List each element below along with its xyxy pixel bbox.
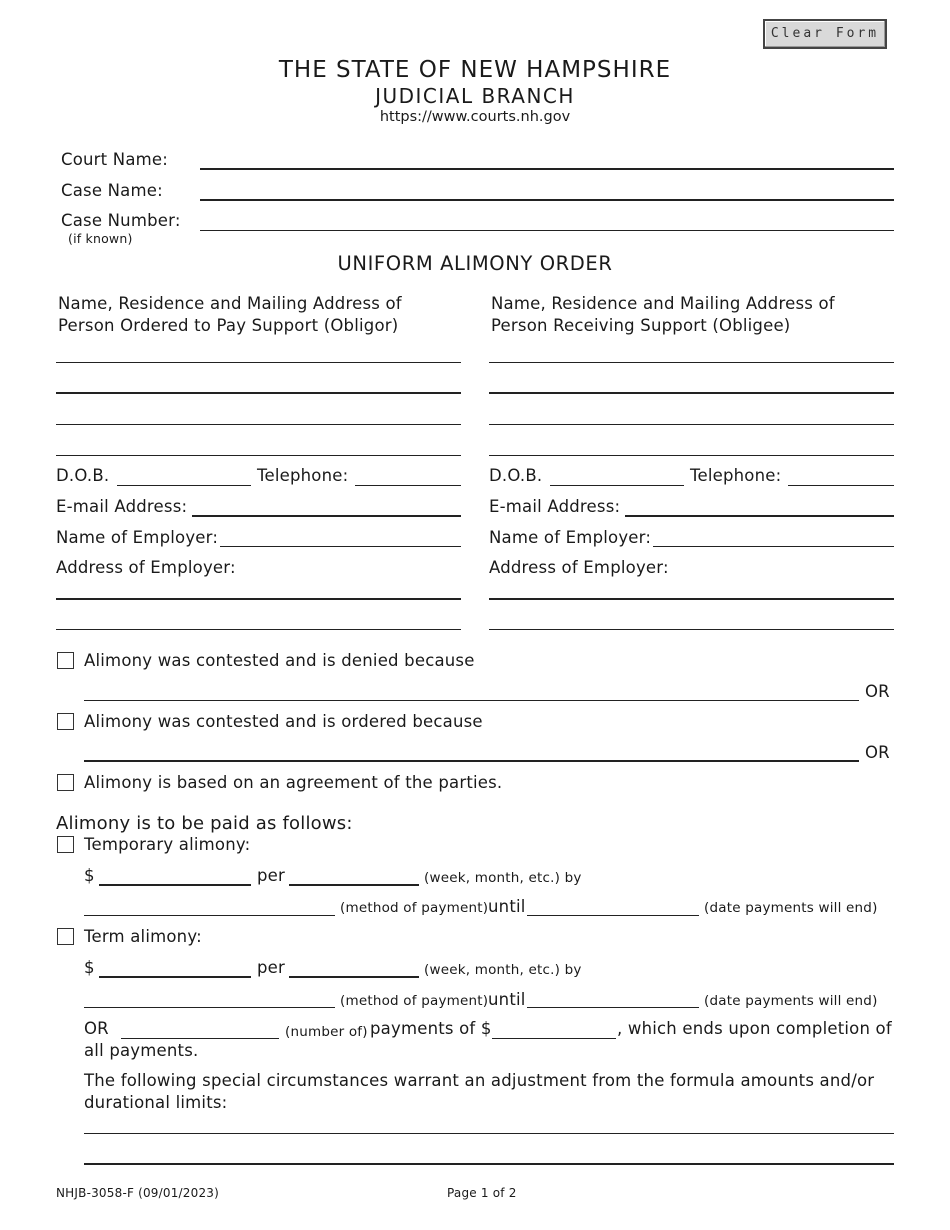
case-name-label: Case Name: <box>61 181 163 200</box>
temp-end-date-field[interactable] <box>527 915 699 916</box>
temp-per-label: per <box>257 866 286 885</box>
court-name-input[interactable] <box>200 146 894 168</box>
obligee-heading-line2: Person Receiving Support (Obligee) <box>491 316 791 335</box>
special-circumstances-line2: durational limits: <box>84 1093 228 1112</box>
case-number-input[interactable] <box>200 208 894 230</box>
case-name-line <box>200 199 894 201</box>
temp-dollar-sign: $ <box>84 866 95 885</box>
obligee-telephone-field[interactable] <box>788 485 894 486</box>
agreement-checkbox[interactable] <box>57 774 74 791</box>
or-label-1: OR <box>865 682 890 701</box>
obligee-address-line-2[interactable] <box>489 392 894 394</box>
special-circumstances-field-2[interactable] <box>84 1163 894 1165</box>
case-name-input[interactable] <box>200 177 894 199</box>
obligor-employer-address-line-1[interactable] <box>56 598 461 600</box>
obligee-dob-field[interactable] <box>550 485 684 486</box>
denied-label: Alimony was contested and is denied because <box>84 651 475 670</box>
temp-method-hint: (method of payment) <box>340 900 489 916</box>
obligee-heading-line1: Name, Residence and Mailing Address of <box>491 294 835 313</box>
term-per-label: per <box>257 958 286 977</box>
obligor-address-line-4[interactable] <box>56 455 461 456</box>
if-known-note: (if known) <box>68 231 133 246</box>
special-circumstances-field-1[interactable] <box>84 1133 894 1134</box>
term-end-date-field[interactable] <box>527 1007 699 1008</box>
obligee-address-line-3[interactable] <box>489 424 894 425</box>
obligee-address-line-4[interactable] <box>489 455 894 456</box>
ordered-checkbox[interactable] <box>57 713 74 730</box>
number-of-hint: (number of) <box>285 1024 368 1040</box>
obligor-employer-field[interactable] <box>220 546 461 547</box>
obligor-address-line-2[interactable] <box>56 392 461 394</box>
obligor-email-label: E-mail Address: <box>56 497 188 516</box>
obligor-telephone-label: Telephone: <box>257 466 349 485</box>
form-id: NHJB-3058-F (09/01/2023) <box>56 1186 220 1200</box>
obligor-heading-line1: Name, Residence and Mailing Address of <box>58 294 402 313</box>
obligor-heading-line2: Person Ordered to Pay Support (Obligor) <box>58 316 399 335</box>
obligor-email-field[interactable] <box>192 515 461 517</box>
temporary-alimony-checkbox[interactable] <box>57 836 74 853</box>
obligee-email-label: E-mail Address: <box>489 497 621 516</box>
term-or-label: OR <box>84 1019 109 1038</box>
obligee-dob-label: D.O.B. <box>489 466 543 485</box>
temp-period-field[interactable] <box>289 884 419 886</box>
obligee-employer-label: Name of Employer: <box>489 528 652 547</box>
term-alimony-checkbox[interactable] <box>57 928 74 945</box>
obligee-email-field[interactable] <box>625 515 894 517</box>
term-amount-field[interactable] <box>99 976 251 978</box>
ends-upon-label: , which ends upon completion of <box>617 1019 892 1038</box>
temp-end-hint: (date payments will end) <box>704 900 878 916</box>
denied-reason-field[interactable] <box>84 700 859 701</box>
term-number-of-field[interactable] <box>121 1038 279 1039</box>
ordered-reason-field[interactable] <box>84 760 859 762</box>
case-number-label: Case Number: <box>61 211 181 230</box>
obligee-telephone-label: Telephone: <box>690 466 782 485</box>
term-period-field[interactable] <box>289 976 419 978</box>
special-circumstances-line1: The following special circumstances warrant an adjustment from the formula amounts and/or <box>84 1071 875 1090</box>
temporary-alimony-label: Temporary alimony: <box>84 835 251 854</box>
obligee-employer-address-line-2[interactable] <box>489 629 894 630</box>
page-number: Page 1 of 2 <box>447 1186 517 1200</box>
obligor-employer-address-label: Address of Employer: <box>56 558 236 577</box>
term-method-hint: (method of payment) <box>340 993 489 1009</box>
court-name-label: Court Name: <box>61 150 169 169</box>
payments-of-label: payments of $ <box>370 1019 492 1038</box>
ordered-label: Alimony was contested and is ordered because <box>84 712 483 731</box>
branch-title: JUDICIAL BRANCH <box>375 84 575 108</box>
obligee-employer-address-label: Address of Employer: <box>489 558 669 577</box>
case-number-line <box>200 230 894 231</box>
obligee-employer-field[interactable] <box>653 546 894 547</box>
obligor-employer-label: Name of Employer: <box>56 528 219 547</box>
all-payments-label: all payments. <box>84 1041 199 1060</box>
or-label-2: OR <box>865 743 890 762</box>
term-method-field[interactable] <box>84 1007 335 1008</box>
obligor-employer-address-line-2[interactable] <box>56 629 461 630</box>
term-end-hint: (date payments will end) <box>704 993 878 1009</box>
obligor-dob-label: D.O.B. <box>56 466 110 485</box>
term-alimony-label: Term alimony: <box>84 927 202 946</box>
state-title: THE STATE OF NEW HAMPSHIRE <box>278 57 672 83</box>
temp-until-label: until <box>488 897 526 916</box>
term-period-hint: (week, month, etc.) by <box>424 962 582 978</box>
obligee-employer-address-line-1[interactable] <box>489 598 894 600</box>
denied-checkbox[interactable] <box>57 652 74 669</box>
obligor-telephone-field[interactable] <box>355 485 461 486</box>
temp-method-field[interactable] <box>84 915 335 916</box>
obligor-dob-field[interactable] <box>117 485 251 486</box>
obligee-address-line-1[interactable] <box>489 362 894 363</box>
payment-heading: Alimony is to be paid as follows: <box>56 813 353 834</box>
clear-form-button[interactable]: Clear Form <box>763 19 887 49</box>
court-name-line <box>200 168 894 170</box>
agreement-label: Alimony is based on an agreement of the parties. <box>84 773 503 792</box>
term-dollar-sign: $ <box>84 958 95 977</box>
obligor-address-line-3[interactable] <box>56 424 461 425</box>
obligor-address-line-1[interactable] <box>56 362 461 363</box>
courts-url: https://www.courts.nh.gov <box>379 109 571 125</box>
temp-period-hint: (week, month, etc.) by <box>424 870 582 886</box>
term-payment-amount-field[interactable] <box>492 1038 616 1039</box>
term-until-label: until <box>488 990 526 1009</box>
temp-amount-field[interactable] <box>99 884 251 886</box>
form-title: UNIFORM ALIMONY ORDER <box>337 252 613 275</box>
